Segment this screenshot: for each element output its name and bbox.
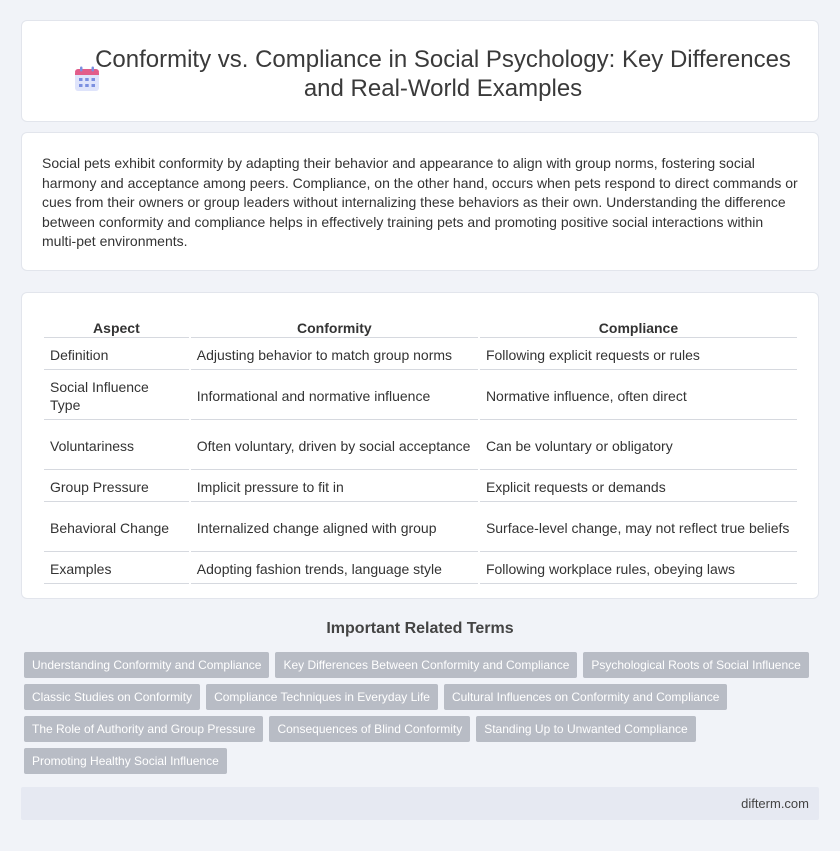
table-row (44, 340, 797, 370)
page-title: Conformity vs. Compliance in Social Psychology: Key Differences and Real-World Examples (95, 46, 791, 102)
table-cell-aspect: Definition (44, 340, 189, 370)
title-card (21, 20, 819, 122)
table-cell-compliance: Explicit requests or demands (480, 472, 797, 502)
related-term-tag[interactable]: Understanding Conformity and Compliance (24, 652, 269, 678)
intro-paragraph: Social pets exhibit conformity by adapting their behavior and appearance to align with group norms, fostering social harmony and acceptance among peers. Compliance, on the other hand, occurs when pets respond to direct commands or cues from their owners or group leaders without internalizing these behaviors as their own. Understanding the difference between conformity and compliance helps in effectively training pets and promoting positive social interactions within multi-pet environments. (42, 155, 798, 249)
table-cell-compliance: Normative influence, often direct (480, 372, 797, 420)
table-cell-aspect: Examples (44, 554, 189, 584)
table-cell-compliance: Can be voluntary or obligatory (480, 422, 797, 470)
table-cell-compliance: Following workplace rules, obeying laws (480, 554, 797, 584)
table-cell-aspect: Social Influence Type (44, 372, 189, 420)
table-row (44, 472, 797, 502)
comparison-table-card (21, 292, 819, 599)
related-terms-heading: Important Related Terms (326, 620, 514, 637)
table-header-row (44, 316, 797, 338)
table-cell-aspect: Behavioral Change (44, 504, 189, 552)
related-term-tag[interactable]: Key Differences Between Conformity and Compliance (275, 652, 577, 678)
table-cell-aspect: Voluntariness (44, 422, 189, 470)
table-cell-compliance: Following explicit requests or rules (480, 340, 797, 370)
related-term-tag[interactable]: Classic Studies on Conformity (24, 684, 200, 710)
table-row (44, 372, 797, 420)
table-cell-conformity: Adjusting behavior to match group norms (191, 340, 478, 370)
related-term-tag[interactable]: Consequences of Blind Conformity (269, 716, 470, 742)
related-term-tag[interactable]: Standing Up to Unwanted Compliance (476, 716, 695, 742)
table-row (44, 422, 797, 470)
header-aspect: Aspect (44, 316, 189, 338)
related-term-tag[interactable]: Cultural Influences on Conformity and Compliance (444, 684, 727, 710)
header-conformity: Conformity (191, 316, 478, 338)
table-row (44, 504, 797, 552)
table-cell-conformity: Often voluntary, driven by social acceptance (191, 422, 478, 470)
comparison-table (42, 314, 799, 586)
table-cell-conformity: Internalized change aligned with group (191, 504, 478, 552)
related-term-tag[interactable]: Promoting Healthy Social Influence (24, 748, 227, 774)
table-cell-conformity: Adopting fashion trends, language style (191, 554, 478, 584)
related-term-tag[interactable]: Compliance Techniques in Everyday Life (206, 684, 438, 710)
related-term-tag[interactable]: The Role of Authority and Group Pressure (24, 716, 263, 742)
footer-site-link[interactable]: difterm.com (741, 796, 809, 811)
table-cell-compliance: Surface-level change, may not reflect true beliefs (480, 504, 797, 552)
footer (21, 787, 819, 820)
table-cell-conformity: Implicit pressure to fit in (191, 472, 478, 502)
related-term-tag[interactable]: Psychological Roots of Social Influence (583, 652, 808, 678)
table-cell-aspect: Group Pressure (44, 472, 189, 502)
table-cell-conformity: Informational and normative influence (191, 372, 478, 420)
header-compliance: Compliance (480, 316, 797, 338)
intro-card (21, 132, 819, 271)
table-row (44, 554, 797, 584)
related-terms-list (21, 650, 819, 778)
